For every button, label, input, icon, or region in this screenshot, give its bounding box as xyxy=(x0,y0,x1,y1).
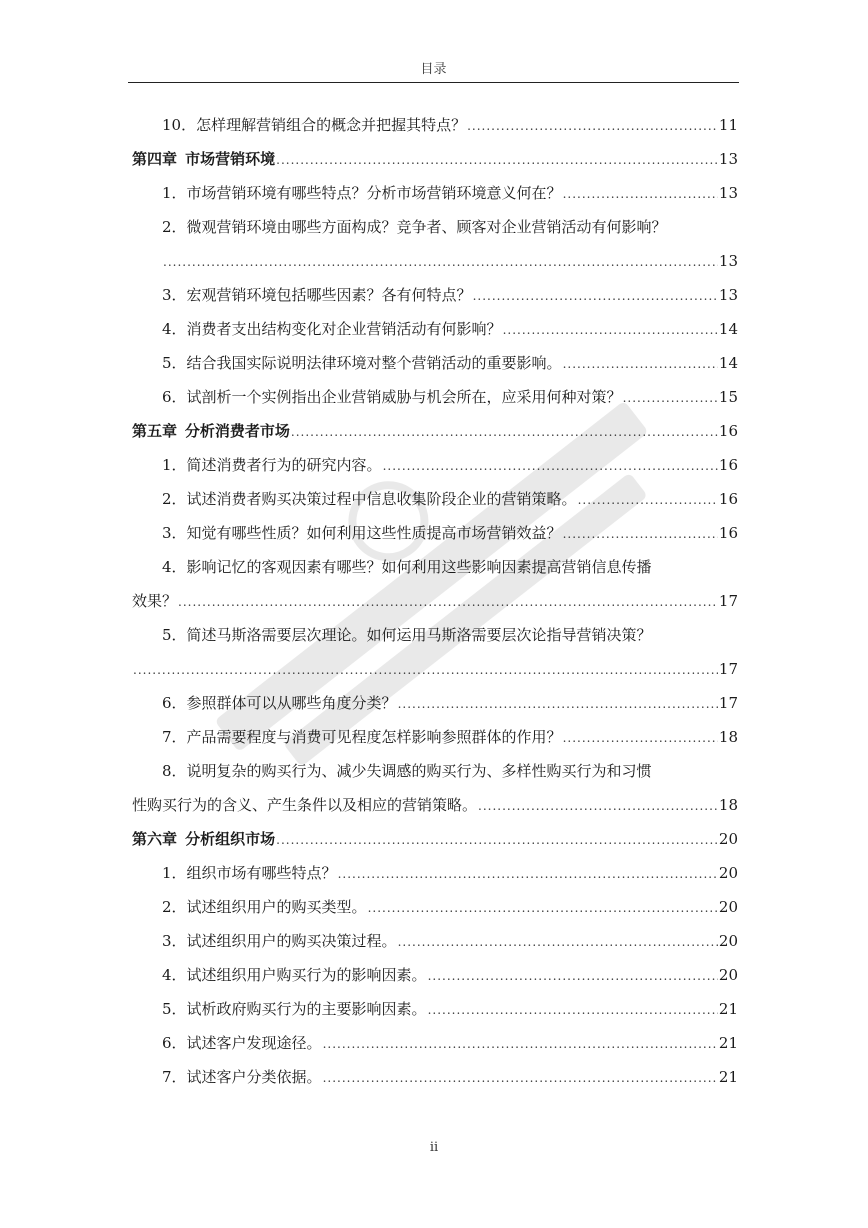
toc-entry-title: 试述组织用户的购买决策过程。 xyxy=(186,932,397,950)
toc-entry[interactable] xyxy=(132,958,738,992)
toc-entry-number: 8． xyxy=(162,762,187,780)
toc-entry-number: 3． xyxy=(162,524,187,542)
toc-entry-title: 市场营销环境有哪些特点？分析市场营销环境意义何在？ xyxy=(186,184,562,202)
toc-entry-page: 16 xyxy=(718,456,738,474)
toc-leader-dots xyxy=(338,857,718,891)
toc-leader-dots xyxy=(276,823,718,857)
toc-entry-continuation[interactable] xyxy=(132,652,738,686)
toc-entry[interactable] xyxy=(132,448,738,482)
toc-entry[interactable] xyxy=(132,1026,738,1060)
toc-chapter-number: 第五章 xyxy=(132,422,178,440)
toc-leader-dots xyxy=(368,891,718,925)
toc-chapter[interactable] xyxy=(132,822,738,856)
toc-entry-number: 4． xyxy=(162,966,187,984)
toc-entry-title: 宏观营销环境包括哪些因素？各有何特点？ xyxy=(186,286,472,304)
toc-leader-dots xyxy=(563,347,718,381)
toc-entry-number: 6． xyxy=(162,388,187,406)
toc-entry[interactable] xyxy=(132,312,738,346)
toc-leader-dots xyxy=(578,483,718,517)
toc-entry-title: 试述组织用户的购买类型。 xyxy=(186,898,367,916)
toc-entry[interactable] xyxy=(132,278,738,312)
toc-entry-page: 16 xyxy=(718,524,738,542)
toc-entry-number: 4． xyxy=(162,558,187,576)
toc-leader-dots xyxy=(398,687,718,721)
toc-leader-dots xyxy=(163,245,718,279)
toc-entry-title: 参照群体可以从哪些角度分类？ xyxy=(186,694,397,712)
toc-entry-number: 1． xyxy=(162,184,187,202)
toc-entry-page: 16 xyxy=(718,490,738,508)
toc-leader-dots xyxy=(428,959,718,993)
toc-entry[interactable] xyxy=(132,856,738,890)
toc-entry-title-continued: 效果？ xyxy=(132,592,178,610)
toc-entry[interactable] xyxy=(132,516,738,550)
toc-entry-number: 2． xyxy=(162,898,187,916)
toc-entry-page: 13 xyxy=(718,252,738,270)
toc-entry-title: 试述客户发现途径。 xyxy=(186,1034,322,1052)
toc-leader-dots xyxy=(133,653,718,687)
toc-entry-title: 简述马斯洛需要层次理论。如何运用马斯洛需要层次论指导营销决策？ xyxy=(186,626,652,644)
toc-entry[interactable] xyxy=(132,890,738,924)
toc-entry-title: 试述组织用户购买行为的影响因素。 xyxy=(186,966,427,984)
toc-entry-title: 试述消费者购买决策过程中信息收集阶段企业的营销策略。 xyxy=(186,490,577,508)
toc-leader-dots xyxy=(623,381,718,415)
toc-leader-dots xyxy=(398,925,718,959)
toc-entry-title: 知觉有哪些性质？如何利用这些性质提高市场营销效益？ xyxy=(186,524,562,542)
toc-entry[interactable] xyxy=(132,210,738,244)
toc-entry-page: 21 xyxy=(718,1068,738,1086)
toc-leader-dots xyxy=(323,1061,718,1095)
toc-entry-title: 试析政府购买行为的主要影响因素。 xyxy=(186,1000,427,1018)
toc-entry-page: 13 xyxy=(718,286,738,304)
toc-chapter-title: 分析组织市场 xyxy=(185,830,276,848)
toc-entry-title: 微观营销环境由哪些方面构成？竞争者、顾客对企业营销活动有何影响？ xyxy=(186,218,667,236)
toc-entry-title-continued: 性购买行为的含义、产生条件以及相应的营销策略。 xyxy=(132,796,478,814)
toc-entry[interactable] xyxy=(132,992,738,1026)
toc-entry-number: 1． xyxy=(162,864,187,882)
toc-leader-dots xyxy=(563,721,718,755)
header-title: 目录 xyxy=(420,62,447,77)
toc-chapter[interactable] xyxy=(132,142,738,176)
toc-chapter-title: 分析消费者市场 xyxy=(184,422,290,440)
toc-entry-page: 14 xyxy=(718,354,738,372)
page-header xyxy=(128,60,739,83)
toc-entry-continuation[interactable] xyxy=(132,788,738,822)
toc-entry-page: 20 xyxy=(718,830,738,848)
toc-entry-page: 17 xyxy=(718,694,738,712)
toc-entry-page: 16 xyxy=(718,422,738,440)
toc-entry-number: 7． xyxy=(162,728,187,746)
toc-entry-title: 结合我国实际说明法律环境对整个营销活动的重要影响。 xyxy=(186,354,562,372)
toc-entry-page: 17 xyxy=(718,592,738,610)
toc-leader-dots xyxy=(478,789,718,823)
page-footer xyxy=(0,1140,868,1155)
toc-leader-dots xyxy=(276,143,718,177)
toc-entry-number: 5． xyxy=(162,1000,187,1018)
toc-entry-title: 简述消费者行为的研究内容。 xyxy=(186,456,382,474)
toc-entry[interactable] xyxy=(132,618,738,652)
toc-leader-dots xyxy=(428,993,718,1027)
toc-entry-page: 17 xyxy=(718,660,738,678)
page-number: ii xyxy=(429,1140,439,1155)
toc-leader-dots xyxy=(323,1027,718,1061)
toc-entry-page: 21 xyxy=(718,1034,738,1052)
toc-entry-page: 11 xyxy=(718,116,738,134)
toc-entry[interactable] xyxy=(132,108,738,142)
toc-leader-dots xyxy=(503,313,718,347)
toc-entry-number: 5． xyxy=(162,626,187,644)
toc-entry-title: 组织市场有哪些特点？ xyxy=(186,864,337,882)
toc-entry-title: 影响记忆的客观因素有哪些？如何利用这些影响因素提高营销信息传播 xyxy=(186,558,652,576)
toc-entry[interactable] xyxy=(132,686,738,720)
toc-entry[interactable] xyxy=(132,1060,738,1094)
toc-entry-page: 14 xyxy=(718,320,738,338)
table-of-contents xyxy=(132,108,738,1094)
toc-entry-number: 6． xyxy=(162,1034,187,1052)
toc-entry-number: 5． xyxy=(162,354,187,372)
toc-entry-title: 说明复杂的购买行为、减少失调感的购买行为、多样性购买行为和习惯 xyxy=(186,762,652,780)
toc-entry-page: 18 xyxy=(718,796,738,814)
toc-entry-page: 21 xyxy=(718,1000,738,1018)
toc-entry-number: 2． xyxy=(162,490,187,508)
toc-entry[interactable] xyxy=(132,482,738,516)
toc-entry-title: 消费者支出结构变化对企业营销活动有何影响？ xyxy=(186,320,502,338)
toc-entry-page: 20 xyxy=(718,898,738,916)
toc-entry-continuation[interactable] xyxy=(132,584,738,618)
toc-leader-dots xyxy=(563,517,718,551)
toc-entry-page: 20 xyxy=(718,932,738,950)
toc-entry[interactable] xyxy=(132,720,738,754)
toc-entry[interactable] xyxy=(132,754,738,788)
toc-leader-dots xyxy=(291,415,718,449)
toc-entry-title: 产品需要程度与消费可见程度怎样影响参照群体的作用？ xyxy=(186,728,562,746)
toc-leader-dots xyxy=(563,177,718,211)
toc-entry-page: 13 xyxy=(718,150,738,168)
toc-leader-dots xyxy=(383,449,718,483)
toc-entry-page: 18 xyxy=(718,728,738,746)
toc-entry-title: 试述客户分类依据。 xyxy=(186,1068,322,1086)
toc-entry-continuation[interactable] xyxy=(132,244,738,278)
toc-entry[interactable] xyxy=(132,176,738,210)
toc-entry-number: 4． xyxy=(162,320,187,338)
toc-chapter-title: 市场营销环境 xyxy=(185,150,276,168)
toc-entry-page: 20 xyxy=(718,966,738,984)
toc-entry-number: 3． xyxy=(162,286,187,304)
toc-entry-page: 20 xyxy=(718,864,738,882)
toc-entry-title: 怎样理解营销组合的概念并把握其特点？ xyxy=(196,116,467,134)
toc-entry-number: 1． xyxy=(162,456,187,474)
toc-entry[interactable] xyxy=(132,924,738,958)
toc-leader-dots xyxy=(473,279,718,313)
toc-chapter[interactable] xyxy=(132,414,738,448)
toc-chapter-number: 第四章 xyxy=(132,150,178,168)
toc-entry[interactable] xyxy=(132,346,738,380)
toc-entry-number: 10． xyxy=(162,116,197,134)
toc-entry-page: 13 xyxy=(718,184,738,202)
toc-entry-number: 3． xyxy=(162,932,187,950)
toc-entry[interactable] xyxy=(132,550,738,584)
toc-entry-number: 7． xyxy=(162,1068,187,1086)
toc-entry-number: 2． xyxy=(162,218,187,236)
toc-entry-page: 15 xyxy=(718,388,738,406)
toc-leader-dots xyxy=(467,109,718,143)
toc-leader-dots xyxy=(178,585,718,619)
toc-entry-number: 6． xyxy=(162,694,187,712)
toc-entry[interactable] xyxy=(132,380,738,414)
toc-chapter-number: 第六章 xyxy=(132,830,178,848)
toc-entry-title: 试剖析一个实例指出企业营销威胁与机会所在，应采用何种对策？ xyxy=(186,388,622,406)
